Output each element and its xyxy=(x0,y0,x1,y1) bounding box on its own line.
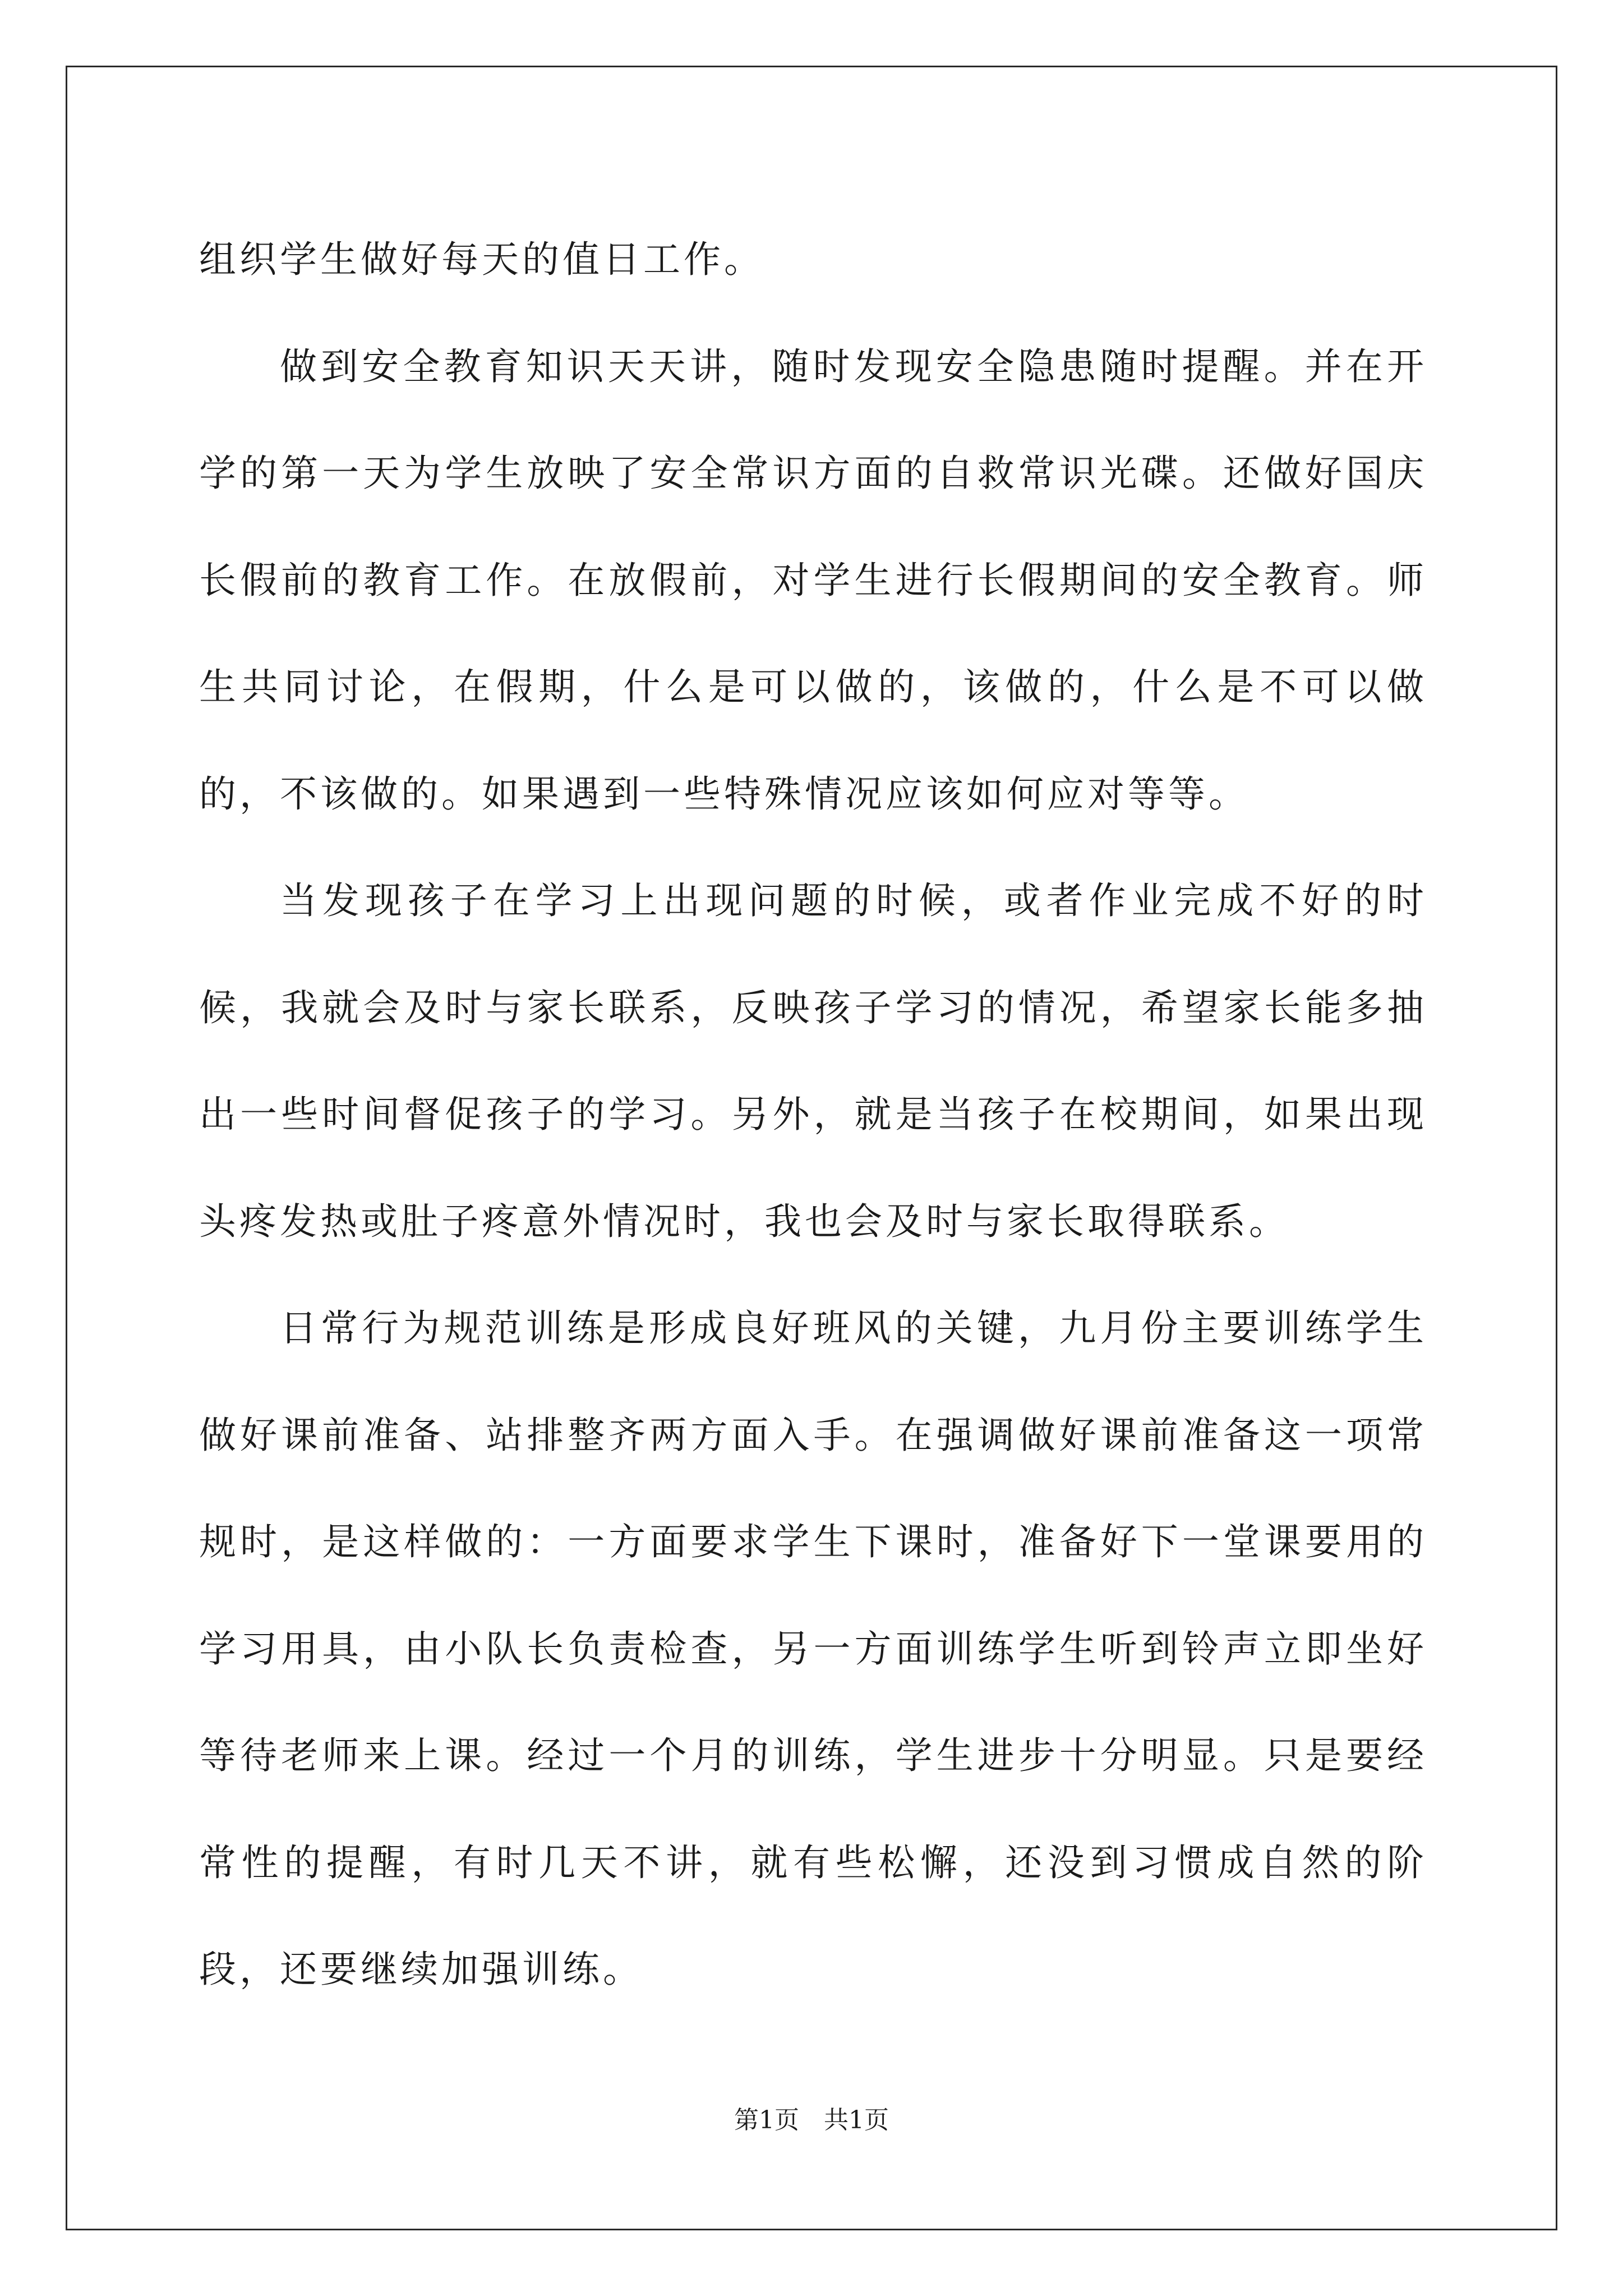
paragraph-safety-education: 做到安全教育知识天天讲，随时发现安全隐患随时提醒。并在开学的第一天为学生放映了安全常识方面的自救常识光碟。还做好国庆长假前的教育工作。在放假前，对学生进行长假期间的安全教育。师生共同讨论，在假期，什么是可以做的，该做的，什么是不可以做的，不该做的。如果遇到一些特殊情况应该如何应对等等。 xyxy=(199,344,1427,816)
paragraph-behavior-training: 日常行为规范训练是形成良好班风的关键，九月份主要训练学生做好课前准备、站排整齐两方面入手。在强调做好课前准备这一项常规时，是这样做的：一方面要求学生下课时，准备好下一堂课要用的学习用具，由小队长负责检查，另一方面训练学生听到铃声立即坐好等待老师来上课。经过一个月的训练，学生进步十分明显。只是要经常性的提醒，有时几天不讲，就有些松懈，还没到习惯成自然的阶段，还要继续加强训练。 xyxy=(199,1306,1427,1991)
document-body xyxy=(199,206,1427,2023)
page-number: 第1页 共1页 xyxy=(734,2106,889,2134)
paragraph-continuation: 组织学生做好每天的值日工作。 xyxy=(199,238,764,281)
paragraph-parent-contact: 当发现孩子在学习上出现问题的时候，或者作业完成不好的时候，我就会及时与家长联系，反映孩子学习的情况，希望家长能多抽出一些时间督促孩子的学习。另外，就是当孩子在校期间，如果出现头疼发热或肚子疼意外情况时，我也会及时与家长取得联系。 xyxy=(199,879,1427,1243)
